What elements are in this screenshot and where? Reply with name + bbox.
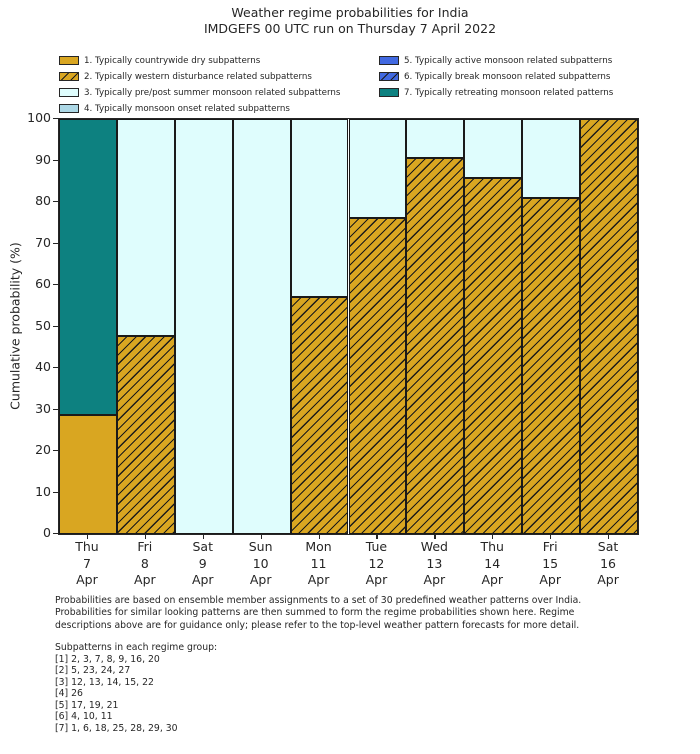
x-tick-label-line: 15 (542, 555, 559, 571)
x-tick-label-line: Apr (423, 572, 446, 587)
y-tick-label: 10 (35, 483, 51, 499)
bar-segment-regime2 (117, 336, 175, 534)
x-tick-label-line: 11 (310, 555, 327, 571)
footnote-line: Probabilities are based on ensemble member assignments to a set of 30 predefined weather patterns over India. (55, 595, 582, 606)
legend-column-right (379, 53, 613, 101)
x-tick-label-line: Tue (365, 539, 388, 554)
bar-segment-regime2 (406, 158, 464, 534)
x-tick-label-line: Mon (305, 539, 332, 554)
legend-swatch-regime1 (59, 56, 79, 65)
subpattern-group-line: [1] 2, 3, 7, 8, 9, 16, 20 (55, 653, 160, 665)
subpattern-group-line: [3] 12, 13, 14, 15, 22 (55, 676, 154, 688)
x-tick-label-line: Wed (420, 539, 448, 554)
subpattern-group-line: [4] 26 (55, 688, 83, 699)
footnote-line: descriptions above are for guidance only; please refer to the top-level weather pattern forecasts for more detail. (55, 619, 580, 631)
y-tick-label: 0 (43, 525, 51, 540)
y-tick-label: 30 (35, 400, 51, 416)
bar-segment-regime1 (59, 415, 117, 534)
legend-item-regime2 (59, 69, 340, 85)
bar-segment-regime2 (291, 297, 349, 534)
legend-item-label: 1. Typically countrywide dry subpatterns (84, 55, 261, 66)
legend-item-regime5 (379, 53, 613, 69)
bar-segment-regime3 (349, 119, 407, 218)
x-tick-label-line: Thu (75, 539, 99, 554)
plot-area (58, 118, 639, 535)
footnote (55, 595, 581, 632)
y-tick-mark (53, 201, 58, 202)
y-axis-label: Cumulative probability (%) (7, 242, 23, 410)
x-tick-label-line: 14 (484, 555, 501, 571)
bar-segment-regime3 (175, 119, 233, 534)
subpattern-group-line: [2] 5, 23, 24, 27 (55, 665, 131, 676)
x-tick-label (402, 539, 466, 589)
y-tick-label: 80 (35, 193, 51, 208)
x-tick-label-line: 10 (252, 555, 269, 571)
y-tick-mark (53, 118, 58, 119)
legend-item-regime7 (379, 85, 613, 101)
x-tick-label-line: 13 (426, 555, 443, 571)
bar-segment-regime2 (522, 198, 580, 534)
legend-swatch-regime3 (59, 88, 79, 97)
y-tick-mark (53, 450, 58, 451)
y-tick-mark (53, 284, 58, 285)
subpatterns-heading: Subpatterns in each regime group: (55, 642, 218, 653)
subpattern-group-line: [6] 4, 10, 11 (55, 711, 113, 722)
x-tick-label (344, 539, 408, 589)
x-tick-label-line: Apr (249, 572, 272, 587)
y-tick-label: 70 (35, 234, 51, 250)
subpattern-group-line: [7] 1, 6, 18, 25, 28, 29, 30 (55, 722, 178, 734)
bar-segment-regime3 (291, 119, 349, 297)
x-tick-label-line: 7 (82, 555, 91, 571)
x-tick-label (518, 539, 582, 589)
legend-item-regime1 (59, 53, 340, 69)
y-tick-label: 50 (35, 317, 51, 333)
y-tick-label: 100 (27, 110, 51, 125)
legend-item-regime3 (59, 85, 340, 101)
x-tick-label-line: Apr (597, 572, 619, 587)
x-tick-label (171, 539, 235, 589)
legend-item-label: 2. Typically western disturbance related subpatterns (84, 71, 312, 82)
y-tick-mark (53, 243, 58, 244)
x-tick-label (55, 539, 119, 589)
chart-subtitle: IMDGEFS 00 UTC run on Thursday 7 April 2022 (203, 21, 497, 36)
bar-segment-regime3 (233, 119, 291, 534)
x-tick-label (576, 539, 640, 589)
x-tick-label (287, 539, 351, 589)
legend-swatch-regime4 (59, 104, 79, 113)
y-tick-label: 20 (35, 442, 51, 457)
chart-title: Weather regime probabilities for India (231, 5, 469, 20)
legend-swatch-regime2 (59, 72, 79, 81)
legend-item-label: 3. Typically pre/post summer monsoon related subpatterns (84, 87, 341, 98)
legend-item-label: 4. Typically monsoon onset related subpatterns (84, 103, 290, 114)
y-tick-mark (53, 367, 58, 368)
x-tick-label-line: Apr (76, 572, 98, 587)
bar-segment-regime3 (464, 119, 522, 178)
x-tick-label-line: Fri (542, 539, 558, 554)
x-tick-label-line: 9 (198, 555, 207, 571)
x-tick-label-line: 8 (140, 555, 149, 571)
x-tick-label-line: Sat (192, 539, 213, 554)
subpattern-lines (55, 654, 217, 735)
subpatterns-block (55, 642, 217, 734)
legend-item-regime4 (59, 101, 340, 117)
legend-item-regime6 (379, 69, 613, 85)
legend-item-label: 7. Typically retreating monsoon related patterns (404, 87, 614, 98)
subpattern-group-line: [5] 17, 19, 21 (55, 699, 119, 711)
x-tick-label-line: 12 (368, 555, 385, 571)
bar-segment-regime2 (349, 218, 407, 534)
y-tick-mark (53, 409, 58, 410)
legend-swatch-regime7 (379, 88, 399, 97)
bar-segment-regime3 (522, 119, 580, 198)
bar-segment-regime3 (406, 119, 464, 158)
y-tick-mark (53, 492, 58, 493)
x-tick-label-line: Apr (191, 572, 214, 587)
x-tick-label-line: Apr (307, 572, 330, 587)
legend-item-label: 5. Typically active monsoon related subpatterns (404, 55, 613, 66)
legend-item-label: 6. Typically break monsoon related subpatterns (404, 71, 611, 82)
y-tick-label: 40 (35, 359, 51, 374)
x-tick-label-line: Apr (481, 572, 504, 587)
x-tick-label-line: Apr (365, 572, 388, 587)
legend-swatch-regime6 (379, 72, 399, 81)
y-tick-mark (53, 160, 58, 161)
legend-swatch-regime5 (379, 56, 399, 65)
y-tick-label: 60 (35, 276, 51, 291)
x-tick-label-line: Sun (248, 539, 273, 554)
x-tick-label-line: Fri (137, 539, 153, 554)
x-tick-label (113, 539, 177, 589)
y-tick-mark (53, 326, 58, 327)
x-tick-label-line: Apr (539, 572, 561, 587)
bar-segment-regime7 (59, 119, 117, 415)
title-block (0, 5, 700, 37)
x-tick-label-line: Apr (134, 572, 156, 587)
legend-column-left (59, 53, 340, 117)
x-tick-label-line: Thu (480, 539, 504, 554)
x-tick-label (229, 539, 293, 589)
x-tick-label-line: 16 (600, 555, 616, 571)
y-tick-mark (53, 533, 58, 534)
bar-segment-regime3 (117, 119, 175, 336)
x-tick-label (460, 539, 524, 589)
footnote-line: Probabilities for similar looking patterns are then summed to form the regime probabilities shown here. Regime (55, 607, 575, 619)
bar-segment-regime2 (580, 119, 638, 534)
x-tick-label-line: Sat (597, 539, 619, 554)
bar-segment-regime2 (464, 178, 522, 534)
y-tick-label: 90 (35, 151, 51, 167)
